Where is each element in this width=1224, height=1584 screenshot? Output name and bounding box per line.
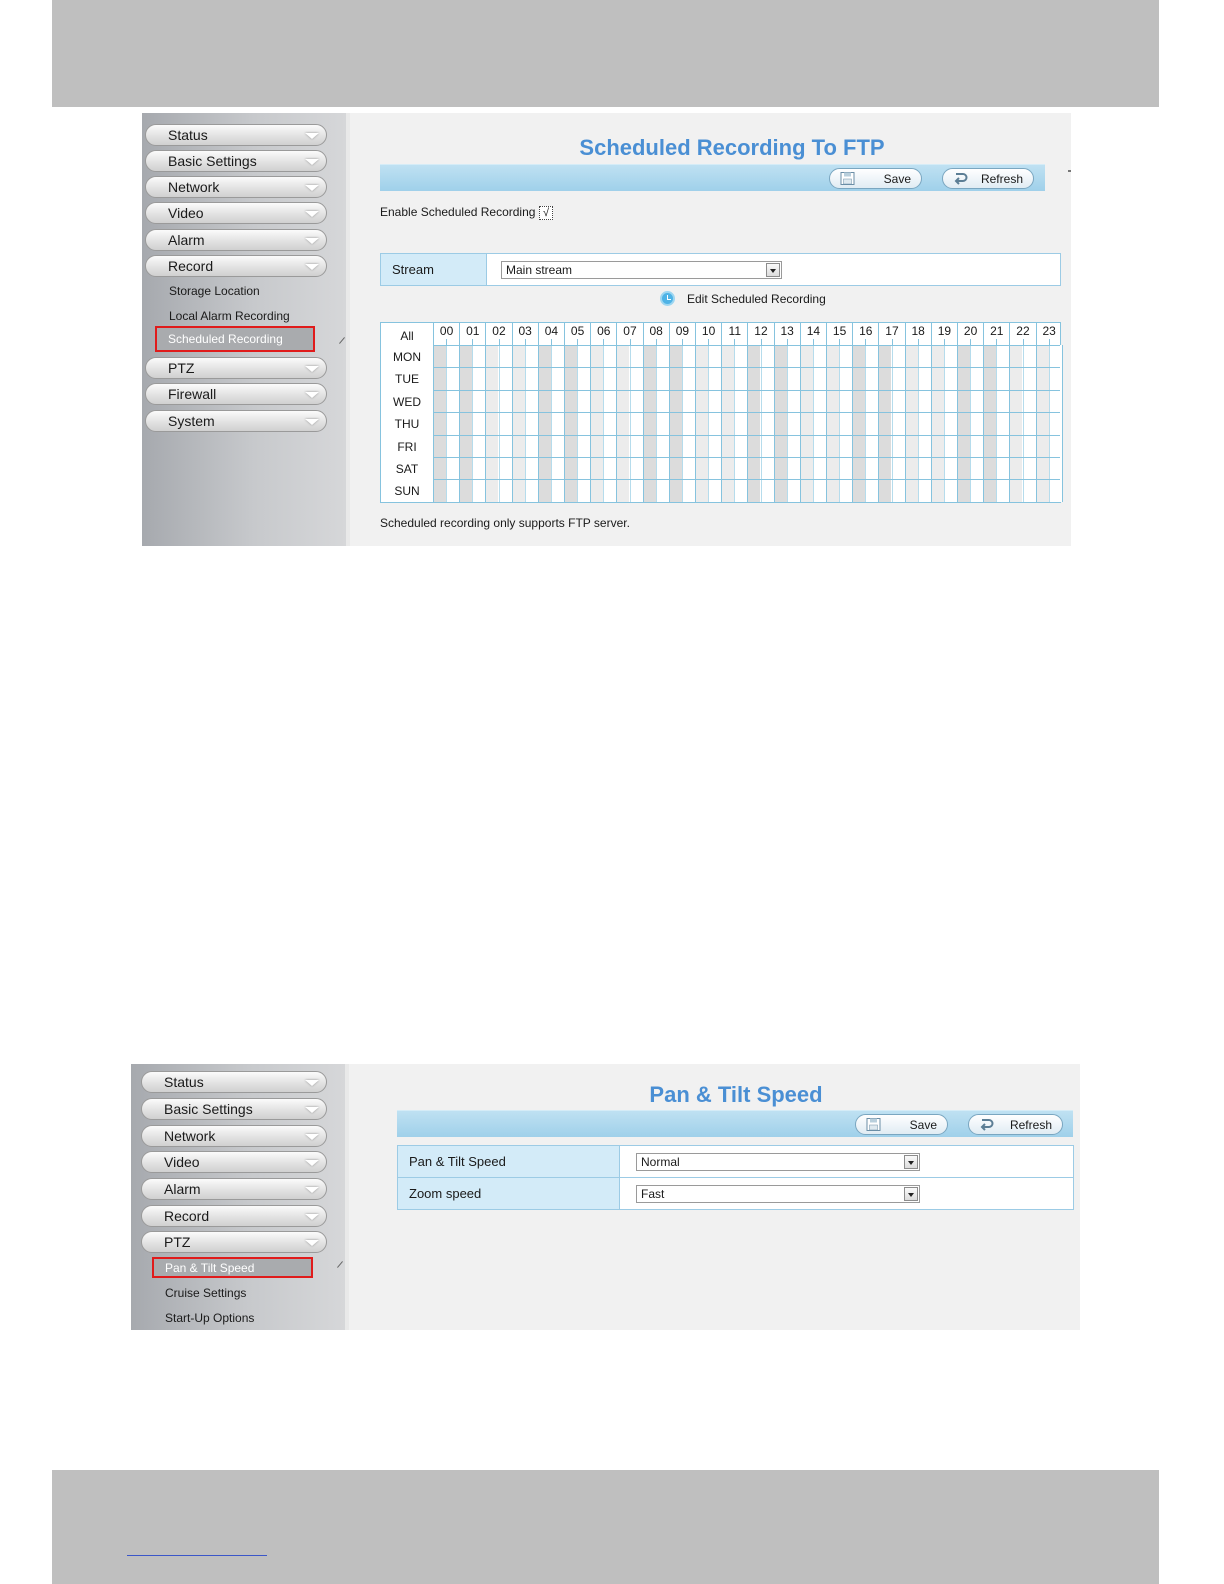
hour-header-cell[interactable]: 12 [747,323,773,345]
pan-tilt-speed-screenshot [131,1064,1080,1330]
menu-alarm[interactable] [141,1178,327,1200]
chevron-down-icon [305,264,319,270]
day-label[interactable]: TUE [395,372,419,387]
menu-label: Status [168,127,208,143]
chevron-down-icon [305,1080,319,1086]
collapse-handle-icon[interactable] [337,1261,343,1268]
stream-select-value: Main stream [506,263,573,277]
toolbar [380,164,1045,191]
menu-network[interactable] [145,176,327,198]
hour-header-cell[interactable]: 10 [695,323,721,345]
submenu-local-alarm-recording[interactable]: Local Alarm Recording [169,309,290,323]
grid-hline [433,457,1060,458]
chevron-down-icon [305,133,319,139]
refresh-label: Refresh [980,171,1023,186]
menu-ptz[interactable] [141,1231,327,1253]
speed-form [397,1145,1074,1210]
menu-label: Network [168,179,220,195]
page-title: Scheduled Recording To FTP [579,135,885,160]
pan-tilt-speed-value: Normal [641,1155,680,1169]
zoom-speed-label: Zoom speed [398,1178,620,1209]
save-button[interactable] [855,1114,948,1135]
day-label[interactable]: MON [393,350,421,364]
hour-header-cell[interactable]: 09 [669,323,695,345]
save-label: Save [883,171,911,186]
menu-system[interactable] [145,410,327,432]
menu-label: Firewall [168,386,217,402]
menu-firewall[interactable] [145,383,327,405]
chevron-down-icon[interactable] [904,1155,918,1169]
chevron-down-icon[interactable] [904,1187,918,1201]
page-footer-band [52,1470,1159,1584]
refresh-button[interactable] [942,168,1034,189]
menu-basic-settings[interactable] [141,1098,327,1120]
sidebar-divider [345,1064,349,1330]
stream-row [381,254,1060,285]
menu-status[interactable] [145,124,327,146]
menu-label: Alarm [168,232,205,248]
hour-header-cell[interactable]: 06 [590,323,616,345]
stream-select[interactable] [501,261,782,279]
grid-hline [433,345,1060,346]
hour-header-cell[interactable]: 22 [1009,323,1035,345]
menu-label: PTZ [168,360,195,376]
hour-header-cell[interactable]: 08 [643,323,669,345]
sidebar [142,113,346,546]
zoom-speed-select[interactable] [636,1185,920,1203]
submenu-pan-tilt-speed[interactable]: Pan & Tilt Speed [152,1257,313,1278]
chevron-down-icon[interactable] [766,263,780,277]
chevron-down-icon [305,159,319,165]
hour-header-cell[interactable]: 15 [826,323,852,345]
chevron-down-icon [305,419,319,425]
hour-header-cell[interactable]: 14 [800,323,826,345]
save-button[interactable] [829,168,922,189]
zoom-speed-row [398,1178,1073,1209]
menu-label: Status [164,1074,204,1090]
hour-header-cell[interactable]: 05 [564,323,590,345]
day-label[interactable]: THU [394,417,420,432]
menu-label: Record [168,258,214,274]
chevron-down-icon [305,185,319,191]
grid-hline [433,367,1060,368]
stream-label: Stream [381,254,487,285]
menu-basic-settings[interactable] [145,150,327,172]
day-label[interactable]: WED [393,394,421,409]
chevron-down-icon [305,1240,319,1246]
hour-header-cell[interactable]: 13 [774,323,800,345]
pan-tilt-speed-row [398,1146,1073,1178]
chevron-down-icon [305,1107,319,1113]
menu-label: Record [164,1208,210,1224]
stream-form [380,253,1061,286]
day-label[interactable]: SAT [395,462,419,476]
pan-tilt-speed-select[interactable] [636,1153,920,1171]
grid-hline [433,435,1060,436]
hour-header-cell[interactable]: 01 [459,323,485,345]
hour-header-cell[interactable]: 00 [433,323,459,345]
label-column-separator [433,323,434,502]
chevron-down-icon [305,1187,319,1193]
day-label[interactable]: SUN [394,484,420,499]
footer-link[interactable] [127,1555,267,1556]
grid-vline [1062,345,1063,502]
hour-header-cell[interactable]: 18 [905,323,931,345]
menu-label: Video [164,1154,200,1170]
schedule-grid[interactable] [380,322,1061,503]
hour-header-cell[interactable]: 19 [931,323,957,345]
chevron-down-icon [305,211,319,217]
grid-hline [433,479,1060,480]
edit-scheduled-recording[interactable] [660,291,826,306]
clock-icon [660,291,675,306]
chevron-down-icon [305,238,319,244]
menu-label: System [168,413,215,429]
menu-label: Basic Settings [168,153,257,169]
day-label[interactable]: FRI [397,439,417,454]
chevron-down-icon [305,1134,319,1140]
hour-header-cell[interactable]: 04 [538,323,564,345]
submenu-scheduled-recording[interactable]: Scheduled Recording [155,326,315,352]
hour-header-cell[interactable]: 20 [957,323,983,345]
sidebar [131,1064,345,1330]
submenu-start-up-options[interactable]: Start-Up Options [165,1311,255,1325]
grid-hline [433,412,1060,413]
refresh-label: Refresh [1009,1117,1052,1132]
scrollbar-mark[interactable] [1068,170,1071,172]
hour-header-cell[interactable]: 17 [878,323,904,345]
hour-header-cell[interactable]: 23 [1036,323,1062,345]
toolbar [397,1110,1073,1137]
hour-header-cell[interactable]: 03 [512,323,538,345]
hour-header-cell[interactable]: 16 [852,323,878,345]
menu-video[interactable] [141,1151,327,1173]
chevron-down-icon [305,392,319,398]
select-all-cell[interactable]: All [400,329,414,343]
grid-hline [433,390,1060,391]
pan-tilt-speed-label: Pan & Tilt Speed [398,1146,620,1177]
enable-scheduled-recording-checkbox[interactable]: √ [539,206,553,220]
page-title: Pan & Tilt Speed [649,1082,823,1107]
chevron-down-icon [305,366,319,372]
hour-header-cell[interactable]: 07 [616,323,642,345]
scheduled-recording-screenshot [142,113,1071,546]
menu-alarm[interactable] [145,229,327,251]
menu-label: PTZ [164,1234,191,1250]
menu-record[interactable] [145,255,327,277]
menu-label: Network [164,1128,216,1144]
menu-record[interactable] [141,1205,327,1227]
sidebar-divider [346,113,350,546]
menu-label: Video [168,205,204,221]
save-label: Save [909,1117,937,1132]
menu-label: Basic Settings [164,1101,253,1117]
submenu-cruise-settings[interactable]: Cruise Settings [165,1286,247,1300]
collapse-handle-icon[interactable] [339,337,345,344]
menu-status[interactable] [141,1071,327,1093]
menu-label: Alarm [164,1181,201,1197]
menu-video[interactable] [145,202,327,224]
submenu-storage-location[interactable]: Storage Location [169,284,260,298]
hour-header-cell[interactable]: 02 [485,323,511,345]
zoom-speed-value: Fast [641,1187,665,1201]
menu-ptz[interactable] [145,357,327,379]
hour-header-cell[interactable]: 21 [983,323,1009,345]
hour-header-cell[interactable]: 11 [721,323,747,345]
chevron-down-icon [305,1214,319,1220]
refresh-button[interactable] [968,1114,1063,1135]
edit-scheduled-recording-label: Edit Scheduled Recording [687,291,826,306]
page-header-band [52,0,1159,107]
chevron-down-icon [305,1160,319,1166]
menu-network[interactable] [141,1125,327,1147]
enable-scheduled-recording-label: Enable Scheduled Recording [380,205,536,219]
ftp-note: Scheduled recording only supports FTP server. [380,516,630,530]
